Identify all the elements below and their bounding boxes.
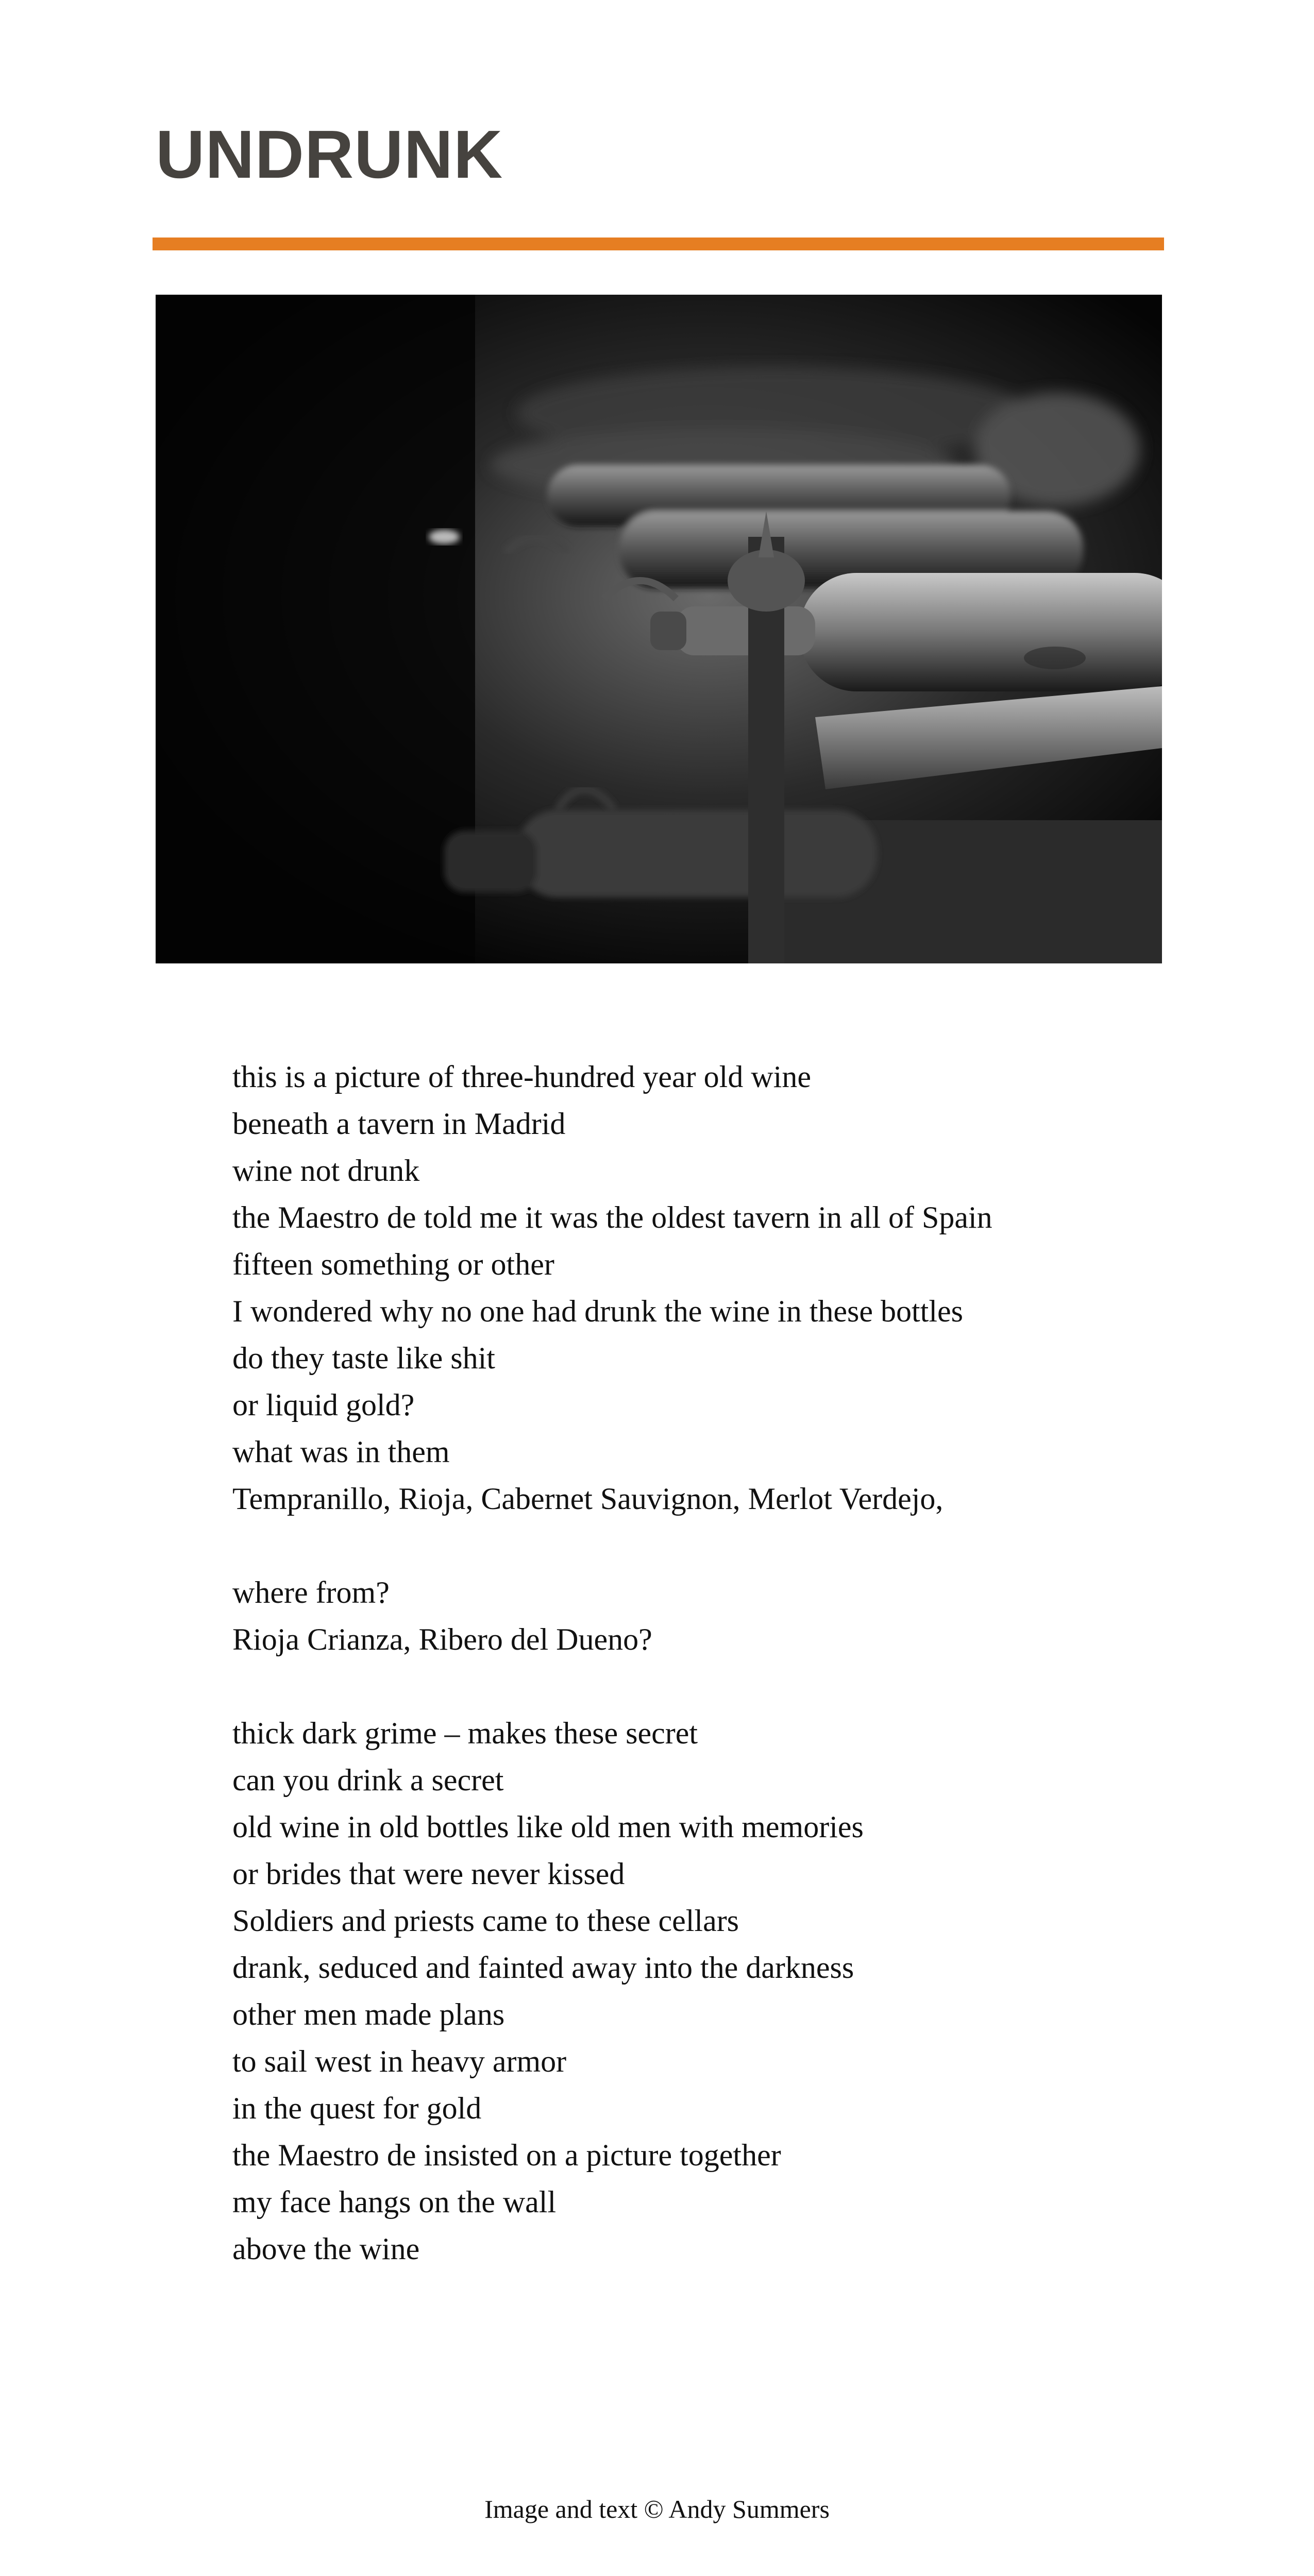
poem-stanza (232, 1054, 1211, 1522)
poem-line: the Maestro de insisted on a picture together (232, 2138, 781, 2172)
page-title: UNDRUNK (156, 116, 503, 192)
poem-line: thick dark grime – makes these secret (232, 1716, 698, 1750)
poem-line: or liquid gold? (232, 1388, 415, 1422)
poem-line: this is a picture of three-hundred year old wine (232, 1060, 811, 1094)
wine-cellar-photo (156, 295, 1162, 963)
poem-line: the Maestro de told me it was the oldest tavern in all of Spain (232, 1200, 992, 1234)
poem-line: where from? (232, 1575, 390, 1609)
poem-line: I wondered why no one had drunk the wine in these bottles (232, 1294, 963, 1328)
poem-line: in the quest for gold (232, 2091, 482, 2125)
poem-line: other men made plans (232, 1997, 505, 2031)
poem-line: Tempranillo, Rioja, Cabernet Sauvignon, Merlot Verdejo, (232, 1482, 944, 1516)
poem-line: Rioja Crianza, Ribero del Dueno? (232, 1622, 652, 1656)
poem-line: what was in them (232, 1435, 450, 1469)
poem-line: Soldiers and priests came to these cellars (232, 1904, 739, 1938)
poem-line: wine not drunk (232, 1154, 420, 1188)
poem-line: fifteen something or other (232, 1247, 554, 1281)
poem (232, 1054, 1211, 2273)
poem-line: drank, seduced and fainted away into the darkness (232, 1951, 854, 1985)
poem-stanza (232, 1569, 1211, 1663)
poem-line: my face hangs on the wall (232, 2185, 557, 2219)
poem-line: can you drink a secret (232, 1763, 504, 1797)
poem-line: or brides that were never kissed (232, 1857, 625, 1891)
copyright-credit: Image and text © Andy Summers (484, 2495, 830, 2523)
poem-line: old wine in old bottles like old men with memories (232, 1810, 864, 1844)
poem-stanza (232, 1710, 1211, 2273)
poem-line: do they taste like shit (232, 1341, 495, 1375)
poem-line: above the wine (232, 2232, 420, 2266)
title-divider (153, 238, 1164, 250)
poem-line: to sail west in heavy armor (232, 2044, 567, 2078)
poem-line: beneath a tavern in Madrid (232, 1107, 566, 1141)
